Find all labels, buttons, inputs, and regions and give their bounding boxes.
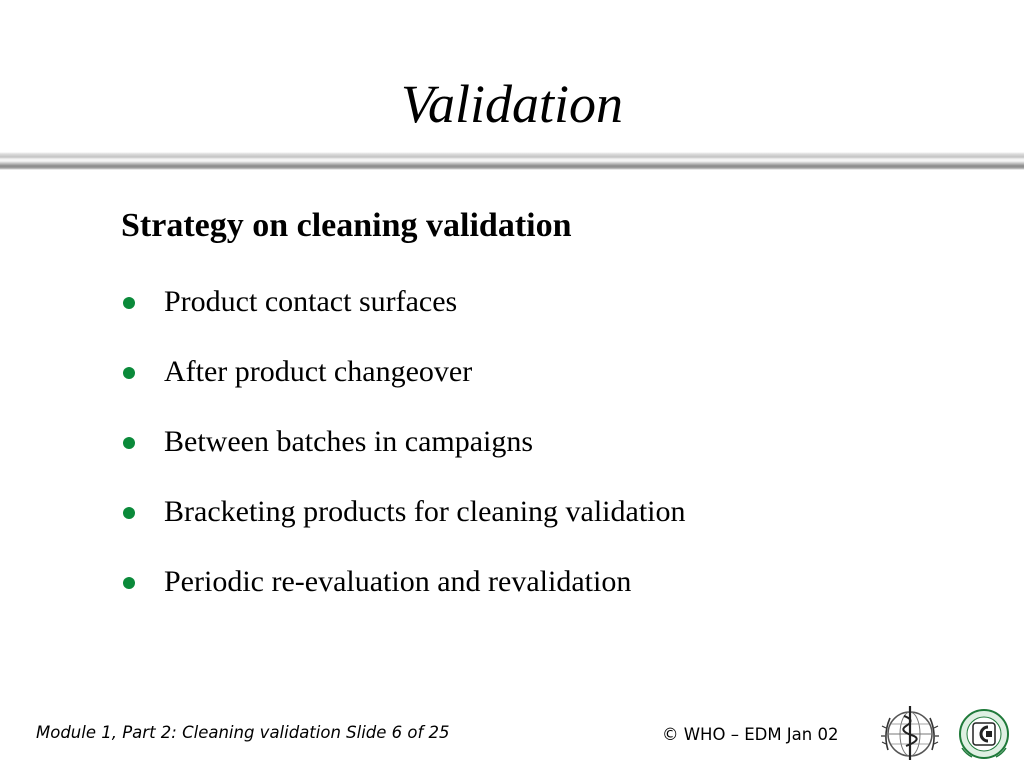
footer-module-info: Module 1, Part 2: Cleaning validation Slide 6 of 25 xyxy=(36,723,450,742)
bullet-dot-icon xyxy=(123,437,135,449)
bullet-dot-icon xyxy=(123,297,135,309)
bullet-text: Periodic re-evaluation and revalidation xyxy=(164,565,632,598)
bullet-dot-icon xyxy=(123,367,135,379)
who-emblem-icon xyxy=(881,706,939,760)
title-divider xyxy=(0,152,1024,170)
bullet-text: Bracketing products for cleaning validation xyxy=(164,495,686,528)
bullet-text: Between batches in campaigns xyxy=(164,425,534,458)
bullet-text: Product contact surfaces xyxy=(164,285,458,318)
slide-subtitle: Strategy on cleaning validation xyxy=(121,207,572,244)
bullet-dot-icon xyxy=(123,577,135,589)
footer-logos xyxy=(878,700,1018,764)
bullet-text: After product changeover xyxy=(164,355,473,388)
slide-title: Validation xyxy=(400,74,623,134)
edm-emblem-icon xyxy=(960,710,1008,758)
bullet-dot-icon xyxy=(123,507,135,519)
footer-copyright: © WHO – EDM Jan 02 xyxy=(662,725,839,744)
